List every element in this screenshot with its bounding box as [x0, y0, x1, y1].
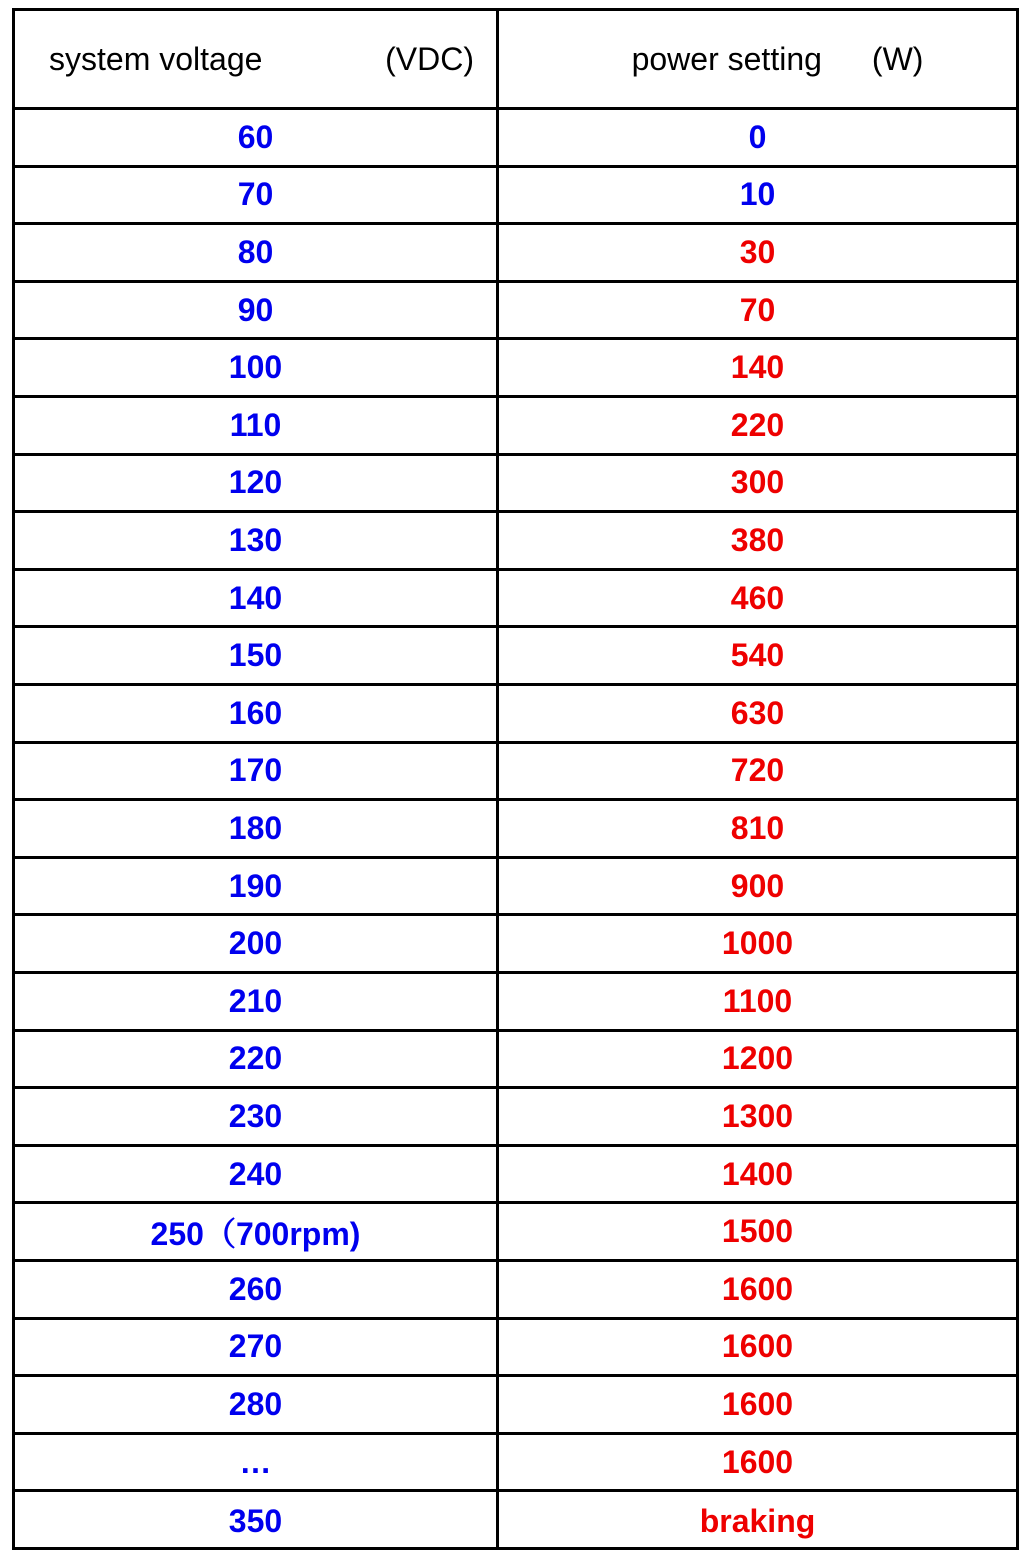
power-value: 140 [730, 349, 785, 386]
power-value: 1600 [721, 1328, 794, 1365]
voltage-value: 220 [228, 1040, 283, 1077]
power-cell [499, 1032, 1016, 1087]
table-row [15, 340, 1016, 398]
power-cell [499, 283, 1016, 338]
table-row [15, 859, 1016, 917]
power-value: 1600 [721, 1443, 794, 1480]
voltage-cell [15, 1147, 499, 1202]
voltage-cell [15, 1320, 499, 1375]
voltage-value: 150 [228, 637, 283, 674]
table-row [15, 1377, 1016, 1435]
power-cell [499, 1204, 1016, 1259]
power-cell [499, 1262, 1016, 1317]
voltage-power-table [12, 8, 1019, 1550]
voltage-cell [15, 1492, 499, 1550]
table-row [15, 1320, 1016, 1378]
table-row [15, 1262, 1016, 1320]
voltage-value: 110 [229, 406, 282, 443]
voltage-value: 240 [228, 1155, 283, 1192]
power-cell [499, 1435, 1016, 1490]
power-cell [499, 686, 1016, 741]
voltage-cell [15, 1262, 499, 1317]
power-cell [499, 974, 1016, 1029]
table-row [15, 974, 1016, 1032]
power-cell [499, 340, 1016, 395]
table-row [15, 1204, 1016, 1262]
voltage-cell [15, 398, 499, 453]
voltage-cell [15, 1089, 499, 1144]
voltage-value: 160 [228, 694, 283, 731]
voltage-cell [15, 974, 499, 1029]
voltage-cell [15, 1204, 499, 1259]
table-row [15, 456, 1016, 514]
voltage-cell [15, 628, 499, 683]
voltage-cell [15, 916, 499, 971]
power-cell [499, 571, 1016, 626]
header-power-label: power setting [631, 40, 822, 77]
voltage-value: 250（700rpm) [150, 1215, 361, 1252]
voltage-cell [15, 340, 499, 395]
voltage-cell [15, 110, 499, 165]
header-cell-power [499, 11, 1016, 107]
power-cell [499, 225, 1016, 280]
voltage-cell [15, 859, 499, 914]
power-value: 300 [730, 464, 785, 501]
power-cell [499, 1089, 1016, 1144]
voltage-cell [15, 168, 499, 223]
power-value: 720 [730, 752, 785, 789]
power-value: 380 [730, 521, 785, 558]
voltage-cell [15, 1377, 499, 1432]
table-row [15, 571, 1016, 629]
voltage-value: 200 [228, 925, 283, 962]
voltage-value: 270 [228, 1328, 283, 1365]
power-value: 1500 [721, 1213, 794, 1250]
voltage-cell [15, 456, 499, 511]
table-row [15, 1435, 1016, 1493]
voltage-value: … [239, 1443, 272, 1480]
voltage-cell [15, 283, 499, 338]
voltage-value: 210 [228, 982, 283, 1019]
voltage-value: 140 [228, 579, 283, 616]
power-value: 0 [748, 118, 767, 155]
power-value: 70 [739, 291, 776, 328]
table-row [15, 686, 1016, 744]
power-value: 1000 [721, 925, 794, 962]
voltage-value: 60 [237, 118, 274, 155]
power-cell [499, 628, 1016, 683]
voltage-value: 180 [228, 809, 283, 846]
voltage-value: 130 [228, 521, 283, 558]
header-cell-voltage [15, 11, 499, 107]
power-value: braking [699, 1502, 816, 1539]
power-value: 1600 [721, 1385, 794, 1422]
voltage-cell [15, 801, 499, 856]
power-cell [499, 1377, 1016, 1432]
power-cell [499, 110, 1016, 165]
voltage-cell [15, 513, 499, 568]
voltage-value: 80 [237, 233, 274, 270]
power-cell [499, 168, 1016, 223]
power-cell [499, 859, 1016, 914]
voltage-cell [15, 744, 499, 799]
table-row [15, 1147, 1016, 1205]
power-cell [499, 916, 1016, 971]
table-row [15, 628, 1016, 686]
table-row [15, 744, 1016, 802]
table-row [15, 110, 1016, 168]
header-voltage-unit: (VDC) [385, 40, 474, 77]
voltage-value: 230 [228, 1097, 283, 1134]
table-row [15, 225, 1016, 283]
table-row [15, 1492, 1016, 1550]
power-cell [499, 513, 1016, 568]
voltage-cell [15, 1435, 499, 1490]
table-row [15, 513, 1016, 571]
voltage-value: 350 [228, 1502, 283, 1539]
header-voltage-label: system voltage [49, 40, 263, 77]
table-row [15, 1089, 1016, 1147]
voltage-value: 100 [228, 349, 283, 386]
power-value: 1200 [721, 1040, 794, 1077]
power-value: 900 [730, 867, 785, 904]
table-row [15, 801, 1016, 859]
voltage-value: 170 [228, 752, 283, 789]
table-row [15, 283, 1016, 341]
power-value: 630 [730, 694, 785, 731]
power-value: 1600 [721, 1270, 794, 1307]
power-value: 540 [730, 637, 785, 674]
voltage-value: 70 [237, 176, 274, 213]
power-cell [499, 456, 1016, 511]
voltage-cell [15, 571, 499, 626]
power-value: 1100 [722, 982, 793, 1019]
power-value: 1300 [721, 1097, 794, 1134]
voltage-value: 120 [228, 464, 283, 501]
power-cell [499, 744, 1016, 799]
power-cell [499, 1492, 1016, 1550]
header-power-unit: (W) [871, 40, 924, 77]
table-row [15, 916, 1016, 974]
table-row [15, 1032, 1016, 1090]
voltage-cell [15, 1032, 499, 1087]
table-header-row [15, 11, 1016, 110]
voltage-value: 190 [228, 867, 283, 904]
power-value: 810 [730, 809, 785, 846]
power-cell [499, 1320, 1016, 1375]
power-value: 220 [730, 406, 785, 443]
power-cell [499, 801, 1016, 856]
power-cell [499, 398, 1016, 453]
power-value: 30 [739, 233, 776, 270]
power-cell [499, 1147, 1016, 1202]
voltage-cell [15, 225, 499, 280]
table-row [15, 168, 1016, 226]
power-value: 460 [730, 579, 785, 616]
table-row [15, 398, 1016, 456]
voltage-value: 260 [228, 1270, 283, 1307]
voltage-value: 90 [237, 291, 274, 328]
voltage-cell [15, 686, 499, 741]
power-value: 10 [739, 176, 776, 213]
voltage-value: 280 [228, 1385, 283, 1422]
power-value: 1400 [721, 1155, 794, 1192]
